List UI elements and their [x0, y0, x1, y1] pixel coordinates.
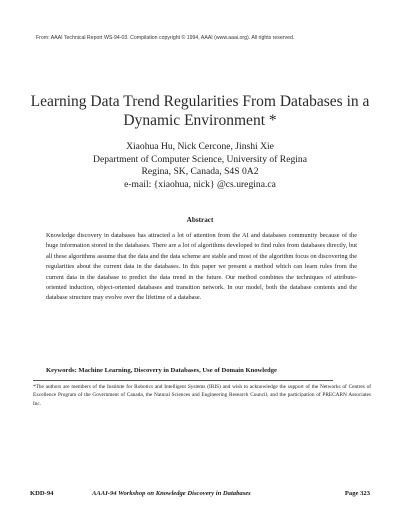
footnote: *The authors are members of the Institute for Robotics and Intelligent Systems (IRIS) and wish to acknowledge the support of the Networks of Centres of Excellence Program of the Government of Canada, the Natural Sciences and Engineering Research Council, and the participation of PRECARN Associates Inc.: [33, 384, 371, 407]
author-names: Xiaohua Hu, Nick Cercone, Jinshi Xie: [126, 141, 274, 152]
footer-page-number: Page 323: [344, 490, 370, 497]
page-footer: [30, 490, 370, 500]
title-line-2: Dynamic Environment *: [123, 112, 277, 129]
title-line-1: Learning Data Trend Regularities From Databases in a: [30, 93, 370, 110]
abstract-paragraph: Knowledge discovery in databases has attracted a lot of attention from the AI and databases community because of the huge information stored in the databases. There are a lot of algorithms developed to find rules from databases directly, but all these algorithms assume that the data and the data scheme are stable and most of the algorithm focus on discovering the regularities about the current data in the databases. In this paper we present a method which can learn rules from the current data in the database to predict the data trend in the future. Our method combines the techniques of attribute-oriented induction, object-oriented databases and transition network. In our model, both the database contents and the database structure may evolve over the lifetime of a database.: [46, 232, 357, 302]
author-address: Regina, SK, Canada, S4S 0A2: [141, 166, 259, 177]
abstract-body: [46, 231, 357, 304]
keywords-line: Keywords: Machine Learning, Discovery in Databases, Use of Domain Knowledge: [46, 367, 277, 374]
copyright-header-note: From: AAAI Technical Report WS-94-03. Compilation copyright © 1994, AAAI (www.aaai.org). All rights reserved.: [36, 35, 295, 41]
author-block: [20, 141, 380, 191]
abstract-heading: Abstract: [186, 216, 214, 224]
author-department: Department of Computer Science, University of Regina: [93, 153, 307, 165]
paper-title: [20, 92, 380, 130]
footer-venue: KDD-94: [30, 490, 54, 497]
author-email: e-mail: {xiaohua, nick} @cs.uregina.ca: [124, 178, 276, 190]
footer-workshop: AAAI-94 Workshop on Knowledge Discovery in Databases: [92, 490, 251, 497]
footnote-divider: [33, 380, 333, 381]
